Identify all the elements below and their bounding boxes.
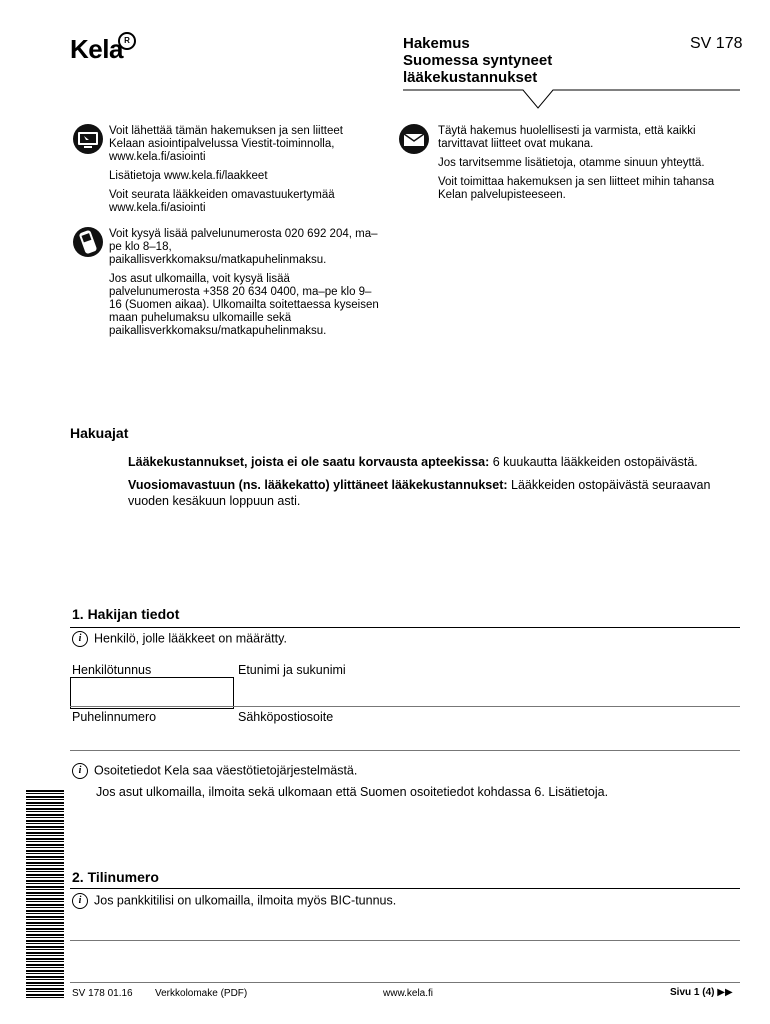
footer-form-code: SV 178 01.16 <box>72 988 133 999</box>
info-deliver: Voit toimittaa hakemuksen ja sen liitteet mihin tahansa Kelan palvelupisteeseen. <box>438 176 715 201</box>
info-icon: i <box>72 893 88 909</box>
section-title-hakuajat: Hakuajat <box>70 425 129 441</box>
period-item-2 <box>128 477 738 509</box>
section-2-rule <box>70 888 740 889</box>
barcode <box>26 790 64 1000</box>
fast-forward-icon: ▶▶ <box>717 987 733 998</box>
section-title-account: 2. Tilinumero <box>72 869 159 885</box>
account-number-field[interactable] <box>72 915 738 939</box>
label-full-name: Etunimi ja sukunimi <box>238 663 346 677</box>
title-callout-line <box>403 88 741 128</box>
info-track-deductible: Voit seurata lääkkeiden omavastuukertymää www.kela.fi/asiointi <box>109 189 335 214</box>
application-periods <box>128 454 738 516</box>
mobile-phone-icon <box>72 226 104 258</box>
name-row-rule <box>70 706 740 707</box>
title-line-3: lääkekustannukset <box>403 69 538 86</box>
info-icon: i <box>72 631 88 647</box>
period-item-1-text: 6 kuukautta lääkkeiden ostopäivästä. <box>489 455 698 469</box>
info-online-service: Voit lähettää tämän hakemuksen ja sen liitteet Kelaan asiointipalvelussa Viestit-toiminnolla, www.kela.fi/asiointi <box>109 125 343 163</box>
kela-logo: Kela <box>70 34 123 64</box>
label-phone: Puhelinnumero <box>72 710 157 724</box>
info-phone-column <box>109 228 379 344</box>
full-name-field[interactable] <box>238 690 738 706</box>
title-line-1: Hakemus <box>403 35 470 52</box>
email-field[interactable] <box>238 726 738 748</box>
footer-rule <box>70 982 740 983</box>
info-icon: i <box>72 763 88 779</box>
period-item-2-label: Vuosiomavastuun (ns. lääkekatto) ylittäneet lääkekustannukset: <box>128 478 508 492</box>
contact-row-rule <box>70 750 740 751</box>
logo-badge: R <box>118 32 136 50</box>
section-1-rule <box>70 627 740 628</box>
account-note-text: Jos pankkitilisi on ulkomailla, ilmoita myös BIC-tunnus. <box>94 893 397 908</box>
account-row-rule <box>70 940 740 941</box>
info-fill-carefully: Täytä hakemus huolellisesti ja varmista, että kaikki tarvittavat liitteet ovat mukana. <box>438 125 696 150</box>
info-contact: Jos tarvitsemme lisätietoja, otamme sinuun yhteyttä. <box>438 157 705 169</box>
account-note <box>72 893 396 909</box>
address-note-text: Osoitetiedot Kela saa väestötietojärjestelmästä. <box>94 763 358 778</box>
computer-screen-icon <box>72 123 104 155</box>
mail-envelope-icon <box>398 123 430 155</box>
info-phone-domestic: Voit kysyä lisää palvelunumerosta 020 692 204, ma–pe klo 8–18, paikallisverkkomaksu/matkapuhelinmaksu. <box>109 228 378 266</box>
applicant-note <box>72 631 287 647</box>
form-code: SV 178 <box>690 35 743 52</box>
form-title <box>403 35 552 86</box>
footer-url: www.kela.fi <box>383 988 434 999</box>
footer-page <box>670 987 733 998</box>
period-item-1-label: Lääkekustannukset, joista ei ole saatu korvausta apteekissa: <box>128 455 490 469</box>
info-phone-abroad: Jos asut ulkomailla, voit kysyä lisää palvelunumerosta +358 20 634 0400, ma–pe klo 9–16 (Suomen aikaa). Ulkomailta soitettaessa kyseisen maan puhelumaksu ulkomaille sekä paikallisverkkomaksu/matkapuhelinmaksu. <box>109 273 379 337</box>
period-item-2-text: Lääkkeiden ostopäivästä seuraavan vuoden kesäkuun loppuun asti. <box>128 478 711 508</box>
label-email: Sähköpostiosoite <box>238 710 334 724</box>
title-line-2: Suomessa syntyneet <box>403 52 553 69</box>
applicant-note-text: Henkilö, jolle lääkkeet on määrätty. <box>94 631 287 646</box>
address-note-abroad: Jos asut ulkomailla, ilmoita sekä ulkomaan että Suomen osoitetiedot kohdassa 6. Lisätietoja. <box>96 785 609 799</box>
label-personal-id: Henkilötunnus <box>72 663 152 677</box>
period-item-1 <box>128 454 738 470</box>
info-left-column <box>109 125 379 221</box>
info-more-link: Lisätietoja www.kela.fi/laakkeet <box>109 170 268 182</box>
phone-field[interactable] <box>72 726 232 748</box>
section-title-applicant: 1. Hakijan tiedot <box>72 606 180 622</box>
page-number: Sivu 1 (4) <box>670 987 715 998</box>
personal-id-field[interactable] <box>70 677 234 709</box>
info-right-column <box>438 125 738 208</box>
footer-form-type: Verkkolomake (PDF) <box>155 988 248 999</box>
address-note <box>72 763 357 779</box>
